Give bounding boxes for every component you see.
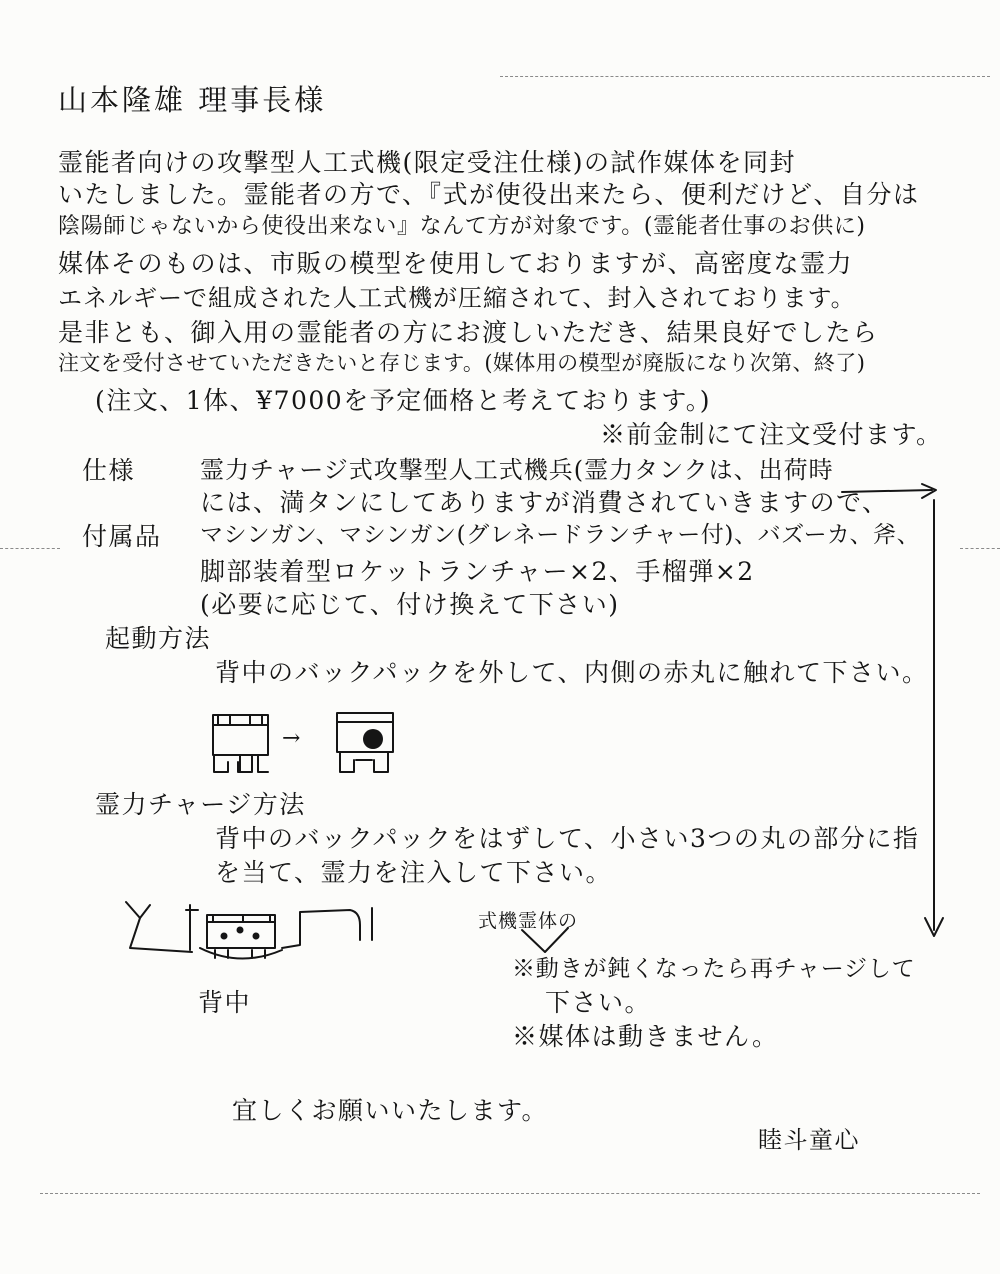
- startup-heading: 起動方法: [105, 624, 212, 653]
- spec-line-2: には、満タンにしてありますが消費されていきますので、: [200, 488, 889, 517]
- insertion-caret: [522, 928, 568, 952]
- salutation: 山本隆雄 理事長様: [58, 83, 327, 117]
- price-line: (注文、1体、¥7000を予定価格と考えております。): [95, 386, 711, 415]
- startup-text: 背中のバックパックを外して、内側の赤丸に触れて下さい。: [215, 658, 929, 687]
- notes-line-2: 下さい。: [545, 988, 652, 1017]
- intro-line-1: 霊能者向けの攻撃型人工式機(限定受注仕様)の試作媒体を同封: [58, 148, 797, 177]
- accessories-line-2: 脚部装着型ロケットランチャー×2、手榴弾×2: [200, 557, 755, 586]
- intro-line-5: エネルギーで組成された人工式機が圧縮されて、封入されております。: [58, 284, 856, 312]
- charge-line-1: 背中のバックパックをはずして、小さい3つの丸の部分に指: [215, 824, 920, 853]
- red-circle-mark: [363, 729, 383, 749]
- continuation-arrow: [842, 484, 943, 936]
- charge-line-2: を当て、霊力を注入して下さい。: [215, 858, 613, 887]
- spec-line-1: 霊力チャージ式攻撃型人工式機兵(霊力タンクは、出荷時: [200, 456, 834, 484]
- diagram-arrow: →: [282, 726, 302, 751]
- notes-line-3: ※媒体は動きません。: [512, 1022, 779, 1051]
- robot-back-charge-sketch: [126, 902, 372, 959]
- prepay-note: ※前金制にて注文受付ます。: [600, 420, 943, 449]
- robot-back-closed-sketch: [213, 715, 268, 772]
- intro-line-7: 注文を受付させていただきたいと存じます。(媒体用の模型が廃版になり次第、終了): [58, 351, 866, 375]
- accessories-line-3: (必要に応じて、付け換えて下さい): [200, 590, 620, 619]
- intro-line-4: 媒体そのものは、市販の模型を使用しておりますが、高密度な霊力: [58, 249, 854, 278]
- charge-heading: 霊力チャージ方法: [95, 790, 306, 819]
- signature: 睦斗童心: [758, 1126, 860, 1154]
- intro-line-3: 陰陽師じゃないから使役出来ない』なんて方が対象です。(霊能者仕事のお供に): [58, 214, 866, 239]
- spec-label: 仕様: [82, 456, 136, 485]
- accessories-label: 付属品: [82, 522, 162, 551]
- closing-text: 宜しくお願いいたします。: [232, 1096, 549, 1125]
- intro-line-2: いたしました。霊能者の方で、『式が使役出来たら、便利だけど、自分は: [58, 180, 920, 209]
- accessories-line-1: マシンガン、マシンガン(グレネードランチャー付)、バズーカ、斧、: [200, 522, 921, 548]
- notes-line-1: ※動きが鈍くなったら再チャージして: [512, 956, 916, 982]
- intro-line-6: 是非とも、御入用の霊能者の方にお渡しいただき、結果良好でしたら: [58, 318, 879, 347]
- back-label: 背中: [198, 988, 252, 1017]
- notes-caret-text: 式機霊体の: [478, 910, 579, 932]
